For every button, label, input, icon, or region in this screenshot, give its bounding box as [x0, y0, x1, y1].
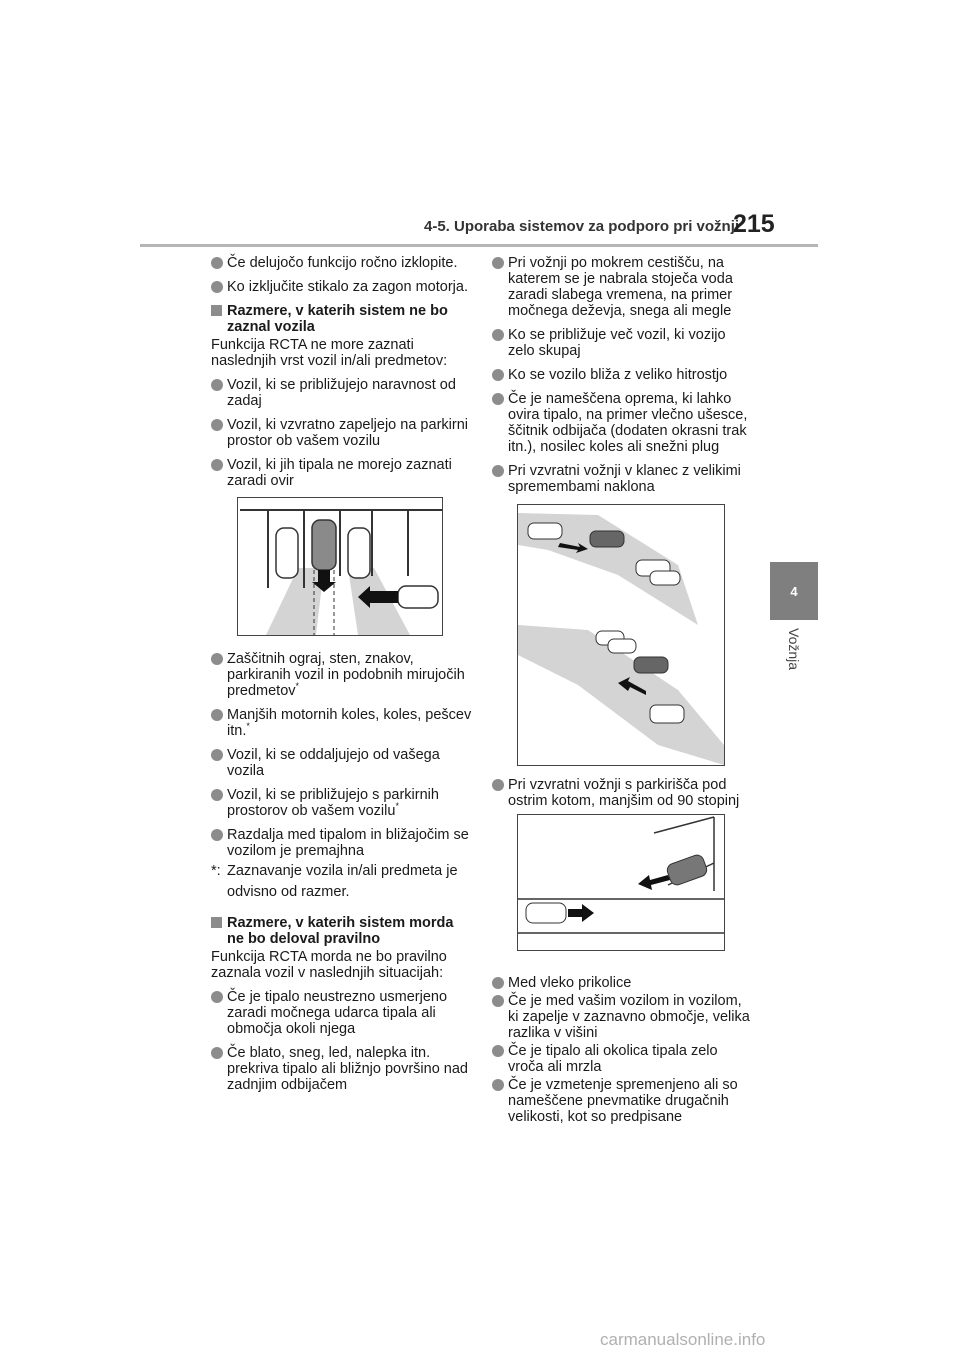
chapter-number: 4	[790, 583, 798, 599]
watermark: carmanualsonline.info	[600, 1330, 766, 1349]
bullet-icon	[492, 977, 504, 989]
page-number: 215	[733, 210, 775, 238]
list-item: Vozil, ki se približujejo naravnost od zadaj	[211, 377, 473, 409]
section-heading: Razmere, v katerih sistem morda ne bo deloval pravilno	[211, 915, 473, 947]
list-item: Če blato, sneg, led, nalepka itn. prekriva tipalo ali bližnjo površino nad zadnjim odbijačem	[211, 1045, 473, 1093]
list-item: Če delujočo funkcijo ročno izklopite.	[211, 255, 473, 271]
list-item: Zaščitnih ograj, sten, znakov, parkiranih vozil in podobnih mirujočih predmetov*	[211, 651, 473, 699]
list-item: Pri vožnji po mokrem cestišču, na katerem se je nabrala stoječa voda zaradi slabega vremena, na primer močnega deževja, snega ali megle	[492, 255, 754, 319]
chapter-tab[interactable]	[770, 562, 818, 620]
square-bullet-icon	[211, 917, 222, 928]
bullet-icon	[492, 257, 504, 269]
bullet-icon	[211, 749, 223, 761]
list-item: Med vleko prikolice	[492, 975, 754, 991]
list-item: Ko se vozilo bliža z veliko hitrostjo	[492, 367, 754, 383]
list-item: Ko izključite stikalo za zagon motorja.	[211, 279, 473, 295]
slope-illustration	[517, 504, 725, 766]
bullet-icon	[211, 379, 223, 391]
list-item: Če je nameščena oprema, ki lahko ovira tipalo, na primer vlečno ušesce, ščitnik odbijača (dodaten okrasni trak itn.), nosilec koles ali snežni plug	[492, 391, 754, 455]
section-heading: Razmere, v katerih sistem ne bo zaznal vozila	[211, 303, 473, 335]
bullet-icon	[211, 789, 223, 801]
list-item: Vozil, ki se oddaljujejo od vašega vozila	[211, 747, 473, 779]
bullet-icon	[211, 459, 223, 471]
list-item: Vozil, ki se približujejo s parkirnih prostorov ob vašem vozilu*	[211, 787, 473, 819]
bullet-icon	[211, 653, 223, 665]
angled-parking-illustration	[517, 814, 725, 951]
bullet-icon	[211, 281, 223, 293]
footnote-mark: *:	[211, 863, 221, 879]
bullet-icon	[211, 829, 223, 841]
bullet-icon	[492, 465, 504, 477]
list-item: Pri vzvratni vožnji s parkirišča pod ostrim kotom, manjšim od 90 stopinj	[492, 777, 754, 809]
bullet-icon	[492, 1079, 504, 1091]
list-item: Če je tipalo neustrezno usmerjeno zaradi močnega udarca tipala ali območja okoli njega	[211, 989, 473, 1037]
section-title: 4-5. Uporaba sistemov za podporo pri vožnji	[424, 218, 740, 235]
square-bullet-icon	[211, 305, 222, 316]
chapter-label-text: Vožnja	[786, 628, 802, 671]
list-item: Vozil, ki jih tipala ne morejo zaznati zaradi ovir	[211, 457, 473, 489]
section-intro: Funkcija RCTA morda ne bo pravilno zaznala vozil v naslednjih situacijah:	[211, 949, 447, 981]
bullet-icon	[211, 1047, 223, 1059]
bullet-icon	[492, 995, 504, 1007]
list-item: Če je med vašim vozilom in vozilom, ki zapelje v zaznavno območje, velika razlika v višini	[492, 993, 754, 1041]
bullet-icon	[211, 419, 223, 431]
section-intro: Funkcija RCTA ne more zaznati naslednjih vrst vozil in/ali predmetov:	[211, 337, 448, 369]
chapter-label	[772, 628, 812, 688]
bullet-icon	[492, 393, 504, 405]
list-item: Če je tipalo ali okolica tipala zelo vroča ali mrzla	[492, 1043, 754, 1075]
bullet-icon	[492, 329, 504, 341]
bullet-icon	[211, 991, 223, 1003]
bullet-icon	[211, 257, 223, 269]
bullet-icon	[492, 369, 504, 381]
header-divider	[140, 244, 818, 247]
footnote: *: Zaznavanje vozila in/ali predmeta je odvisno od razmer.	[211, 863, 458, 900]
list-item: Pri vzvratni vožnji v klanec z velikimi spremembami naklona	[492, 463, 754, 495]
bullet-icon	[492, 779, 504, 791]
bullet-icon	[492, 1045, 504, 1057]
bullet-icon	[211, 709, 223, 721]
list-item: Razdalja med tipalom in bližajočim se vozilom je premajhna	[211, 827, 473, 859]
list-item: Vozil, ki vzvratno zapeljejo na parkirni prostor ob vašem vozilu	[211, 417, 473, 449]
left-column	[211, 255, 473, 1101]
list-item: Ko se približuje več vozil, ki vozijo zelo skupaj	[492, 327, 754, 359]
list-item: Manjših motornih koles, koles, pešcev itn.*	[211, 707, 473, 739]
parking-lot-illustration	[237, 497, 443, 636]
list-item: Če je vzmetenje spremenjeno ali so nameščene pnevmatike drugačnih velikosti, kot so predpisane	[492, 1077, 754, 1125]
